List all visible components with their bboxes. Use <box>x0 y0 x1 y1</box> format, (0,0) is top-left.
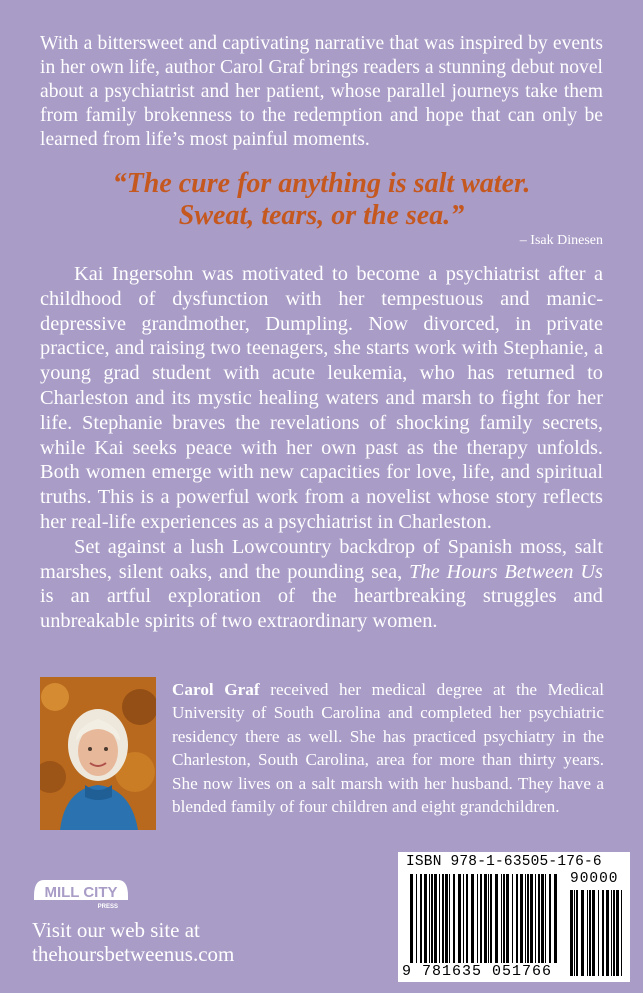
isbn-label: ISBN 978-1-63505-176-6 <box>406 854 602 870</box>
author-bio <box>172 678 604 818</box>
synopsis-p2-before: Set against a lush Lowcountry backdrop of Spanish moss, salt marshes, silent oaks, and the pounding sea, <box>40 535 603 583</box>
isbn-barcode <box>398 852 630 982</box>
book-blurb: With a bittersweet and captivating narrative that was inspired by events in her own life, author Carol Graf brings readers a stunning debut novel about a psychiatrist and her patient, whose parallel journeys take them from family brokenness to the redemption and hope that can only be learned from life’s most painful moments. <box>40 33 603 150</box>
website-url: thehoursbetweenus.com <box>32 942 235 966</box>
quote-attribution: – Isak Dinesen <box>519 233 603 248</box>
book-synopsis <box>40 262 603 634</box>
synopsis-p2-after: is an artful exploration of the heartbreaking struggles and unbreakable spirits of two extraordinary women. <box>40 585 603 633</box>
author-name: Carol Graf <box>172 680 260 699</box>
epigraph-quote <box>30 168 613 232</box>
publisher-logo <box>32 872 130 910</box>
publisher-logo-text: MILL CITY <box>44 884 118 901</box>
quote-line-1: “The cure for anything is salt water. <box>112 168 531 199</box>
publisher-logo-subtext: PRESS <box>97 904 118 910</box>
visit-label: Visit our web site at <box>32 918 200 942</box>
author-bio-text: received her medical degree at the Medical University of South Carolina and completed her psychiatric residency there as well. She has practiced psychiatry in the Charleston, South Carolina, area for more than thirty years. She now lives on a salt marsh with her husband. They have a blended family of four children and eight grandchildren. <box>172 680 604 817</box>
book-title-italic: The Hours Between Us <box>409 560 603 583</box>
website-block <box>32 918 234 966</box>
quote-line-2: Sweat, tears, or the sea.” <box>178 200 465 231</box>
ean-digits: 9 781635 051766 <box>400 963 566 980</box>
price-code: 90000 <box>570 871 619 887</box>
synopsis-paragraph-2 <box>40 535 603 634</box>
synopsis-paragraph-1: Kai Ingersohn was motivated to become a psychiatrist after a childhood of dysfunction with her tempestuous and manic-depressive grandmother, Dumpling. Now divorced, in private practice, and raising two teenagers, she starts work with Stephanie, a young grad student with acute leukemia, who has returned to Charleston and its mystic healing waters and marsh to fight for her life. Stephanie braves the revelations of shocking family secrets, while Kai seeks peace with her own past as the therapy unfolds. Both women emerge with new capacities for love, life, and spiritual truths. This is a powerful work from a novelist whose story reflects her real-life experiences as a psychiatrist in Charleston. <box>40 263 603 533</box>
author-photo <box>40 677 156 830</box>
